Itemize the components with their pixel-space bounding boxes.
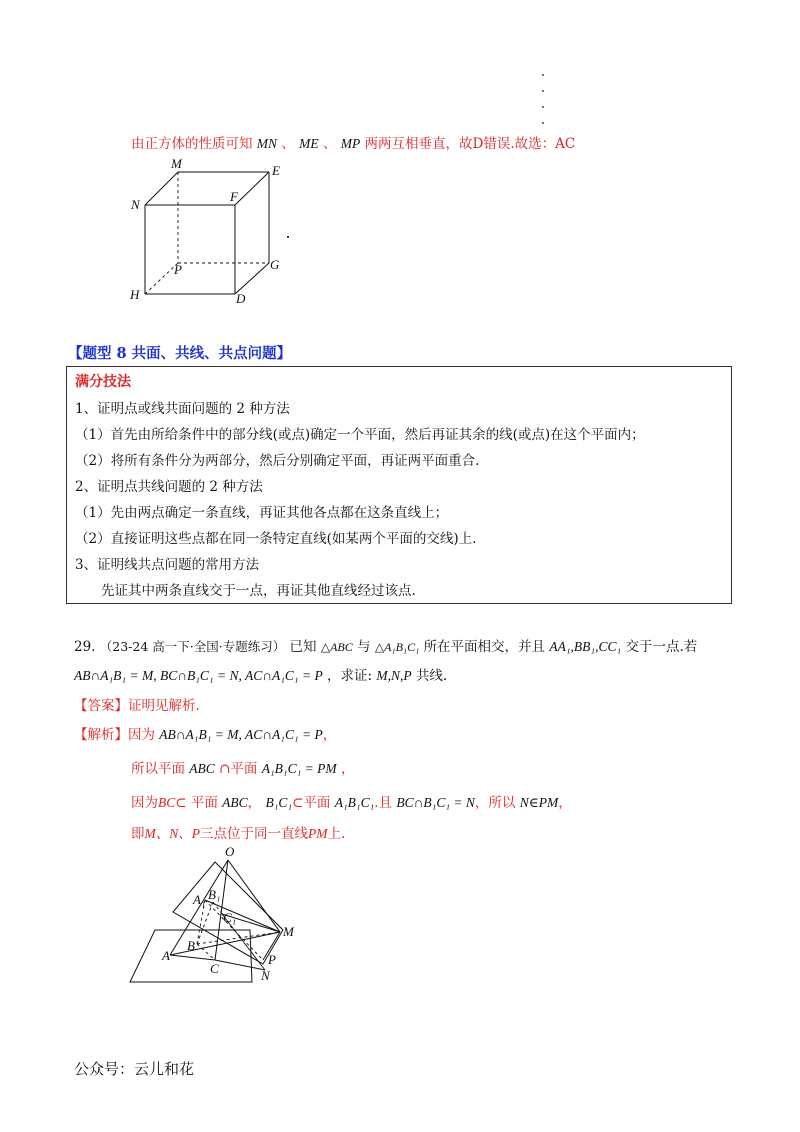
analysis-math: A₁B₁C₁ = PM [261, 761, 337, 776]
analysis-line-2 [131, 757, 354, 777]
tips-line-1: 1、证明点或线共面问题的 2 种方法 [75, 401, 290, 417]
label-b1: B₁ [208, 887, 221, 902]
analysis-math: BC [158, 795, 176, 810]
tips-line-3: （2）将所有条件分为两部分，然后分别确定平面，再证两平面重合. [75, 453, 480, 469]
analysis-text: 因为 [128, 727, 155, 743]
edge-fe [235, 172, 269, 205]
line-oa [170, 860, 228, 955]
problem-text: 共线. [415, 668, 448, 684]
label-o: O [225, 844, 235, 859]
label-e: E [272, 163, 280, 178]
label-f: F [230, 189, 238, 204]
label-p: P [268, 952, 276, 967]
analysis-tag: 【解析】 [74, 727, 128, 743]
analysis-math: N∈PM [519, 795, 559, 810]
label-h: H [130, 287, 140, 302]
tips-line-5: （1）先由两点确定一条直线，再证其他各点都在这条直线上； [75, 505, 449, 521]
triangle-abc: △ABC [320, 640, 353, 654]
line-cn [215, 960, 265, 970]
problem-number: 29. [74, 639, 96, 655]
problem-source: （23-24 高一下·全国·专题练习） [99, 639, 286, 654]
edge-nm [145, 172, 178, 205]
cube-figure [125, 155, 300, 310]
hidden-b1b [197, 902, 213, 944]
label-m: M [283, 924, 294, 939]
label-b: B [187, 938, 195, 953]
analysis-math: A₁B₁C₁ [334, 795, 375, 810]
problem-text: 与 [357, 639, 371, 655]
conclusion-suffix: 两两互相垂直，故D错误.故选：AC [364, 136, 576, 152]
conclusion-prefix: 由正方体的性质可知 [131, 136, 253, 152]
problem-text: 所在平面相交，并且 [423, 639, 546, 655]
separator: 、 [322, 136, 337, 152]
analysis-math: B₁C₁ [265, 795, 293, 810]
label-g: G [270, 257, 280, 272]
planes-figure [125, 842, 315, 992]
analysis-text: ⊂ 平面 [175, 795, 218, 811]
footer-text: 公众号：云儿和花 [74, 1060, 195, 1078]
points-mnp: M,N,P [376, 668, 412, 683]
segment-mn: MN [256, 136, 278, 151]
label-c1: C₁ [223, 910, 237, 925]
decorative-dots [540, 70, 546, 130]
triangle-a1b1c1: △A₁B₁C₁ [374, 640, 420, 654]
label-p: P [174, 262, 182, 277]
tips-line-6: （2）直接证明这些点都在同一条特定直线(如某两个平面的交线)上. [75, 531, 477, 547]
analysis-math: M、N、P [144, 826, 200, 841]
tips-line-8: 先证其中两条直线交于一点，再证其他直线经过该点. [101, 583, 416, 599]
separator: 、 [281, 136, 295, 152]
intersection-conditions: AB∩A₁B₁ = M, BC∩B₁C₁ = N, AC∩A₁C₁ = P [74, 668, 323, 683]
answer-tag: 【答案】 [74, 698, 128, 714]
analysis-text: ，所以 [474, 795, 516, 811]
tips-line-7: 3、证明线共点问题的常用方法 [75, 557, 260, 573]
analysis-text: 上. [327, 826, 346, 842]
line-ac [170, 955, 215, 960]
analysis-line-4 [131, 822, 345, 842]
label-n: N [261, 968, 270, 983]
hidden-bm [197, 932, 280, 944]
segment-mp: MP [340, 136, 361, 151]
answer-text: 证明见解析. [128, 698, 200, 714]
analysis-math: BC∩B₁C₁ = N [396, 795, 475, 810]
label-d: D [236, 291, 246, 306]
analysis-math: ABC [189, 761, 215, 776]
analysis-text: ， [558, 795, 572, 811]
problem-line-1 [74, 635, 697, 655]
answer-line [74, 694, 200, 714]
stray-dot [287, 236, 289, 238]
analysis-text: ， [322, 727, 337, 743]
label-a: A [162, 948, 170, 963]
tips-box [66, 366, 732, 604]
label-c: C [210, 961, 219, 976]
label-n: N [131, 197, 140, 212]
analysis-text: ∩平面 [219, 761, 258, 777]
analysis-text: 三点位于同一直线 [200, 826, 308, 842]
problem-text: 已知 [289, 639, 317, 655]
tips-line-4: 2、证明点共线问题的 2 种方法 [75, 479, 263, 495]
analysis-text: ， [247, 795, 262, 811]
label-m: M [171, 156, 182, 171]
tips-title: 满分技法 [75, 374, 131, 390]
label-a1: A₁ [193, 892, 206, 907]
previous-answer-conclusion [131, 132, 575, 152]
analysis-line-1 [74, 723, 336, 743]
problem-text: 交于一点.若 [625, 639, 698, 655]
tips-line-2: （1）首先由所给条件中的部分线(或点)确定一个平面，然后再证其余的线(或点)在这个平面内； [75, 427, 645, 443]
analysis-math: PM [308, 826, 328, 841]
analysis-text: .且 [374, 795, 393, 811]
analysis-line-3 [131, 791, 572, 811]
analysis-text: 因为 [131, 795, 158, 811]
segment-me: ME [299, 136, 319, 151]
concurrent-lines: AA₁,BB₁,CC₁ [549, 639, 622, 654]
hidden-b1n [213, 902, 265, 970]
analysis-math: AB∩A₁B₁ = M, AC∩A₁C₁ = P [159, 727, 323, 742]
analysis-text: ， [340, 761, 355, 777]
problem-line-2 [74, 664, 447, 684]
problem-text: ，求证: [327, 668, 373, 684]
analysis-text: 所以平面 [131, 761, 185, 777]
section-heading: 【题型 8 共面、共线、共点问题】 [68, 345, 292, 362]
analysis-math: ABC [222, 795, 248, 810]
analysis-text: 即 [131, 826, 145, 842]
edge-dg [235, 263, 269, 294]
analysis-text: ⊂平面 [292, 795, 331, 811]
